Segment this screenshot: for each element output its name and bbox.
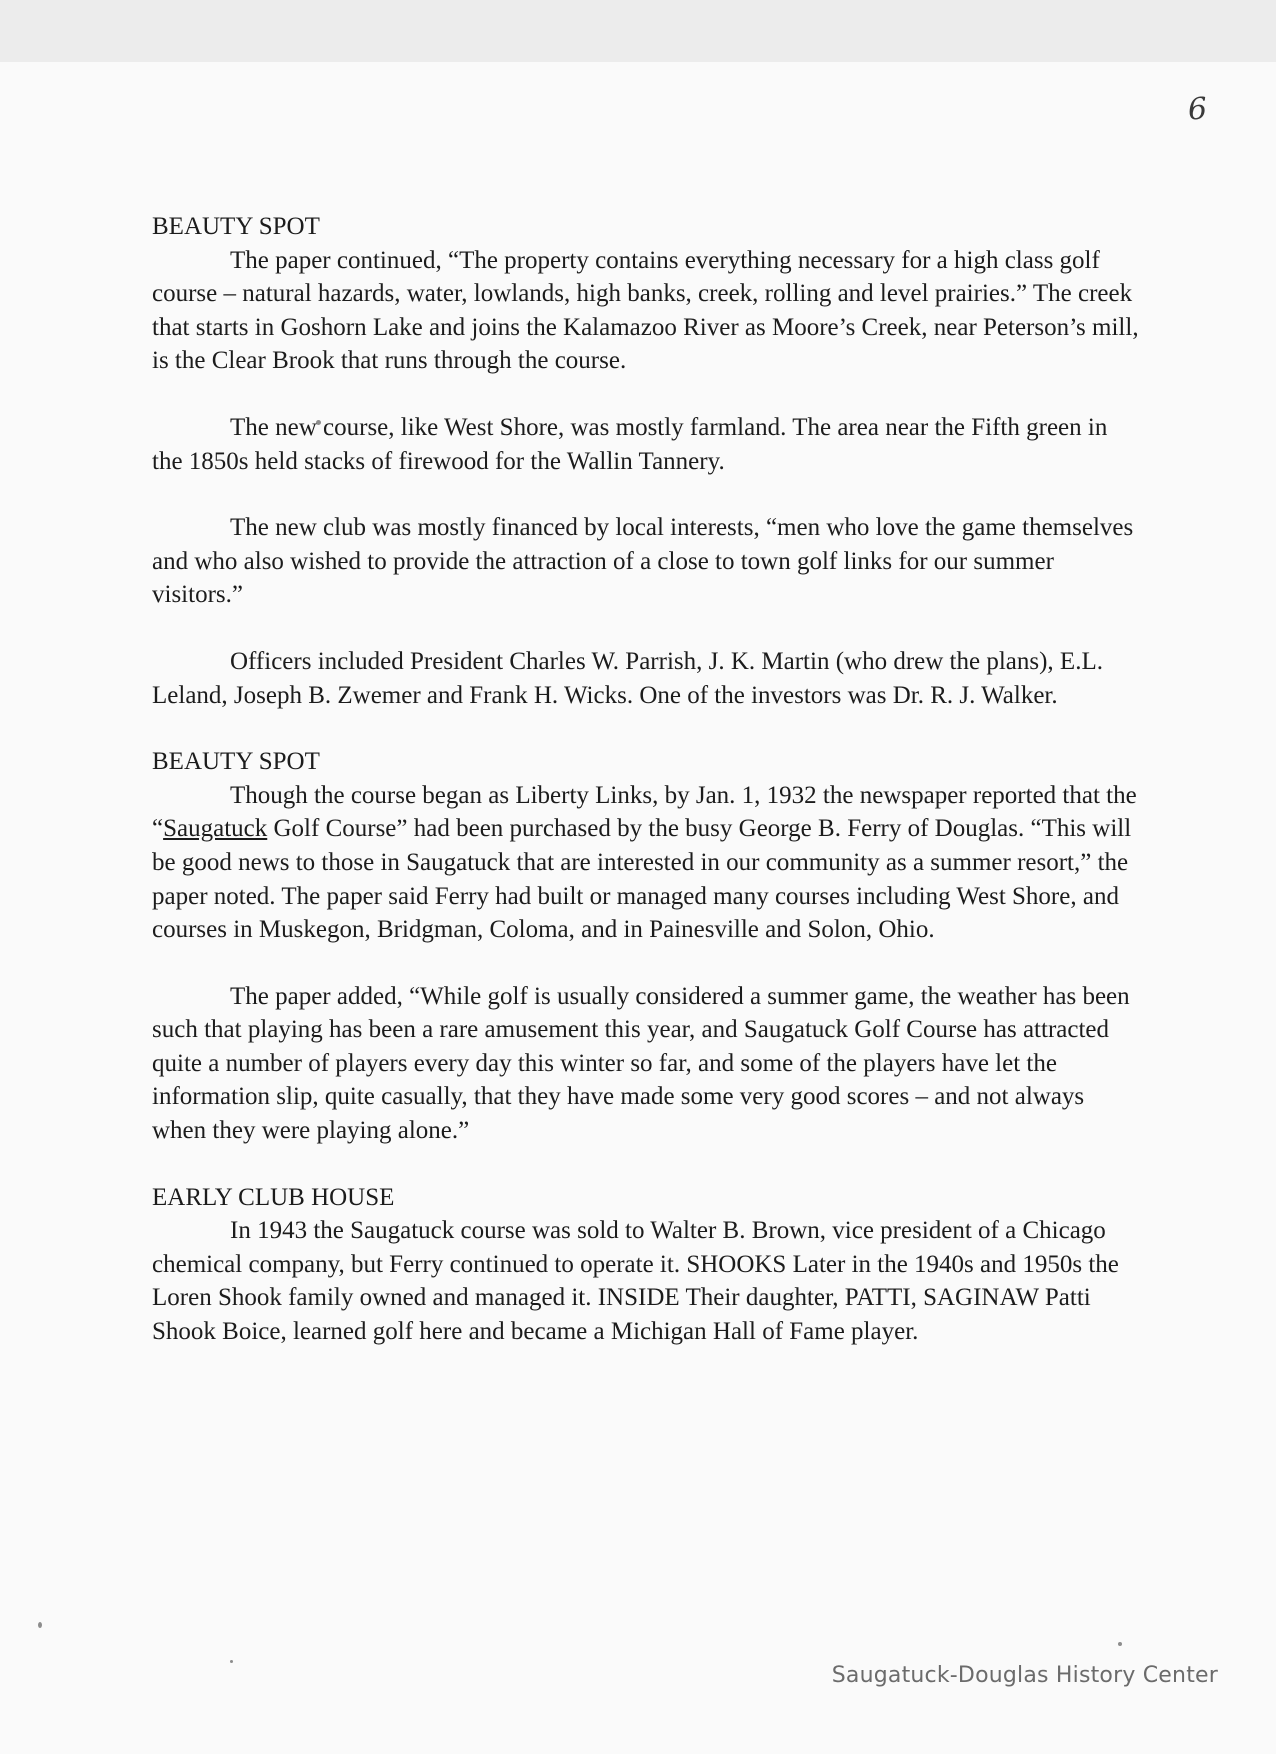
underlined-saugatuck: Saugatuck <box>163 815 268 843</box>
section-early-club-house <box>152 1181 1142 1349</box>
paragraph <box>152 779 1142 947</box>
section-winter-golf <box>152 980 1142 1148</box>
section-officers <box>152 645 1142 712</box>
paragraph: The new club was mostly financed by local interests, “men who love the game themselves and who also wished to provide the attraction of a close to town golf links for our summer visitors.” <box>152 514 1134 609</box>
paragraph: The new course, like West Shore, was mostly farmland. The area near the Fifth green in the 1850s held stacks of firewood for the Wallin Tannery. <box>152 413 1108 475</box>
paragraph: In 1943 the Saugatuck course was sold to Walter B. Brown, vice president of a Chicago chemical company, but Ferry continued to operate it. SHOOKS Later in the 1940s and 1950s the Loren Shook family owned and managed it. INSIDE Their daughter, PATTI, SAGINAW Patti Shook Boice, learned golf here and became a Michigan Hall of Fame player. <box>152 1217 1119 1346</box>
section-heading: BEAUTY SPOT <box>152 213 320 240</box>
scan-top-edge <box>0 0 1276 63</box>
watermark-history-center: Saugatuck-Douglas History Center <box>831 1663 1218 1688</box>
dust-speck <box>1118 1642 1122 1646</box>
section-beauty-spot-2 <box>152 745 1142 947</box>
section-heading: BEAUTY SPOT <box>152 748 320 776</box>
paragraph: Officers included President Charles W. Parrish, J. K. Martin (who drew the plans), E.L. Leland, Joseph B. Zwemer and Frank H. Wicks. One of the investors was Dr. R. J. Walker. <box>152 647 1103 709</box>
section-heading: EARLY CLUB HOUSE <box>152 1183 395 1211</box>
paragraph: The paper added, “While golf is usually considered a summer game, the weather has been such that playing has been a rare amusement this year, and Saugatuck Golf Course has attracted quite a number of players every day this winter so far, and some of the players have let the information slip, quite casually, that they have made some very good scores – and not always when they were playing alone.” <box>152 982 1130 1145</box>
paragraph-part: Golf Course” had been purchased by the busy George B. Ferry of Douglas. “This will be good news to those in Saugatuck that are interested in our community as a summer resort,” the paper noted. The paper said Ferry had built or managed many courses including West Shore, and courses in Muskegon, Bridgman, Coloma, and in Painesville and Solon, Ohio. <box>152 815 1132 944</box>
section-financing <box>152 511 1142 612</box>
dust-speck <box>38 1622 42 1628</box>
section-farmland <box>152 411 1142 478</box>
dust-speck <box>230 1660 233 1663</box>
document-body <box>152 210 1142 1349</box>
section-beauty-spot-1 <box>152 210 1142 378</box>
page-number: 6 <box>1186 91 1209 128</box>
paragraph: The paper continued, “The property contains everything necessary for a high class golf course – natural hazards, water, lowlands, high banks, creek, rolling and level prairies.” The creek that starts in Goshorn Lake and joins the Kalamazoo River as Moore’s Creek, near Peterson’s mill, is the Clear Brook that runs through the course. <box>152 246 1139 375</box>
paragraph-part: Though the course began as Liberty Links, by Jan. 1, 1932 the newspaper reported that the “ <box>152 781 1137 843</box>
